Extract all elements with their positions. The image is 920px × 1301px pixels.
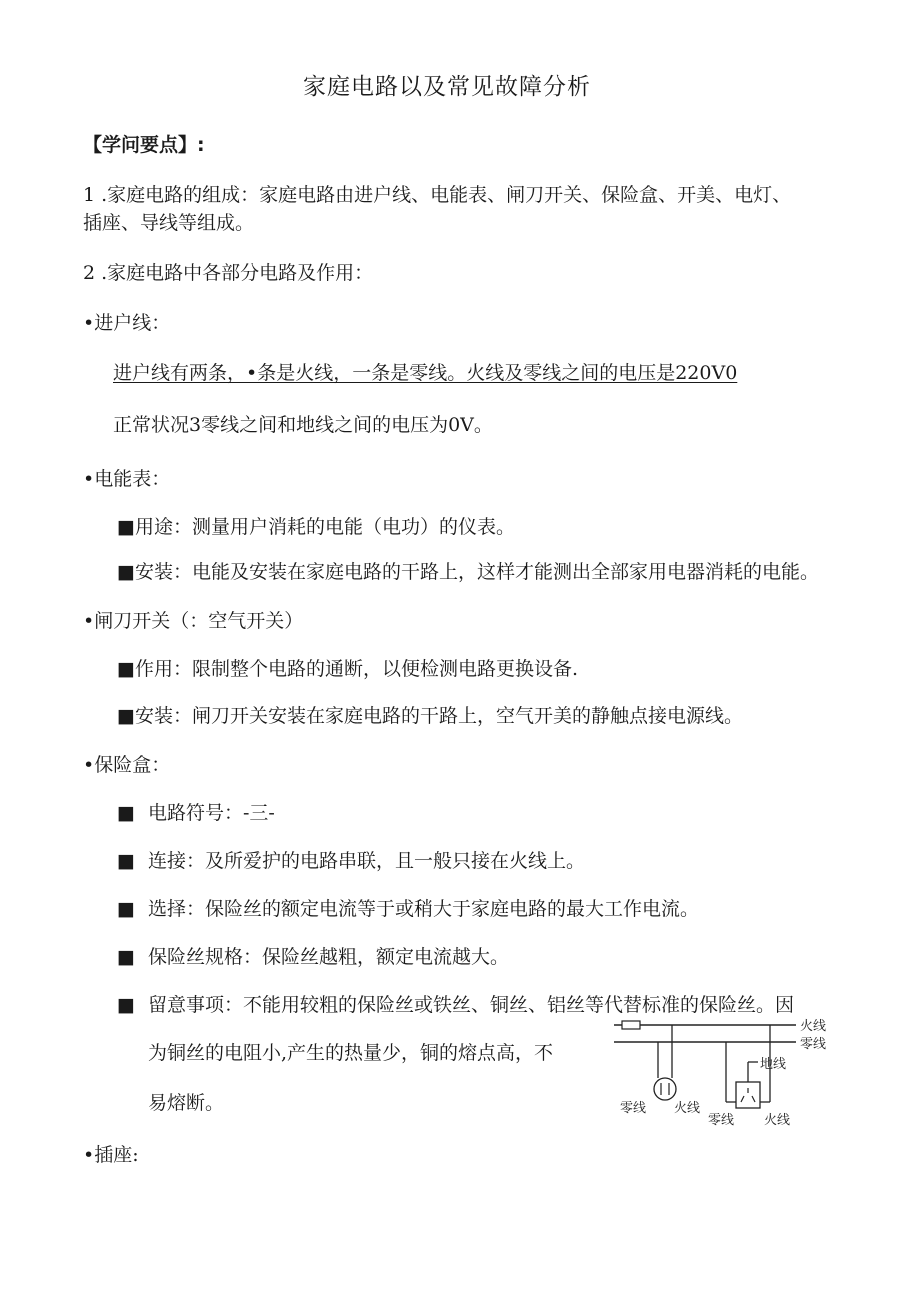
page-title: 家庭电路以及常见故障分析 (303, 74, 591, 100)
meter-install: ■安装：电能及安装在家庭电路的干路上，这样才能测出全部家用电器消耗的电能。 (117, 561, 819, 583)
diagram-label-neutral: 零线 (800, 1037, 827, 1052)
incoming-line1: 进户线有两条，•条是火线，一条是零线。火线及零线之间的电压是220V0 (113, 362, 738, 384)
meter-heading: •电能表： (83, 468, 171, 490)
fuse-note-bullet: ■ (117, 994, 135, 1016)
socket-heading: •插座: (83, 1144, 139, 1166)
meter-use: ■用途：测量用户消耗的电能（电功）的仪表。 (117, 516, 515, 538)
points-heading: 【学问要点】: (83, 134, 205, 156)
fuse-note-line2: 为铜丝的电阻小,产生的热量少，铜的熔点高，不 (148, 1042, 554, 1064)
fuse-symbol-shape (622, 1021, 640, 1029)
knife-switch-function: ■作用：限制整个电路的通断，以便检测电路更换设备. (117, 658, 578, 680)
item2: 2 .家庭电路中各部分电路及作用： (83, 262, 374, 284)
fuse-box-heading: •保险盒： (83, 754, 171, 776)
diagram-label-socket-neutral: 零线 (708, 1113, 735, 1128)
household-circuit-diagram (608, 1012, 838, 1132)
fuse-select-bullet: ■ (117, 898, 135, 920)
diagram-label-socket-live: 火线 (764, 1113, 791, 1128)
incoming-line2: 正常状况3零线之间和地线之间的电压为0V。 (113, 414, 493, 436)
fuse-symbol: 电路符号：-三- (148, 802, 275, 824)
fuse-symbol-bullet: ■ (117, 802, 135, 824)
diagram-label-ground: 地线 (760, 1057, 787, 1072)
incoming-heading: •进户线： (83, 312, 171, 334)
fuse-spec: 保险丝规格：保险丝越粗，额定电流越大。 (148, 946, 510, 968)
fuse-connect: 连接：及所爱护的电路串联，且一般只接在火线上。 (148, 850, 586, 872)
fuse-spec-bullet: ■ (117, 946, 135, 968)
fuse-note-line3: 易熔断。 (148, 1092, 225, 1114)
diagram-label-lamp-neutral: 零线 (620, 1101, 647, 1116)
knife-switch-heading: •闸刀开关（：空气开关） (83, 610, 304, 632)
lamp-icon (654, 1078, 676, 1100)
fuse-select: 选择：保险丝的额定电流等于或稍大于家庭电路的最大工作电流。 (148, 898, 700, 920)
item1-line1: 1 .家庭电路的组成：家庭电路由进户线、电能表、闸刀开关、保险盒、开美、电灯、 (83, 184, 792, 206)
fuse-note-line1: 留意事项：不能用较粗的保险丝或铁丝、铜丝、铝丝等代替标准的保险丝。因 (148, 994, 795, 1016)
item1-line2: 插座、导线等组成。 (83, 212, 255, 234)
diagram-label-lamp-live: 火线 (674, 1101, 701, 1116)
diagram-label-live: 火线 (800, 1019, 827, 1034)
socket-icon (736, 1082, 760, 1108)
knife-switch-install: ■安装：闸刀开关安装在家庭电路的干路上，空气开美的静触点接电源线。 (117, 705, 743, 727)
fuse-connect-bullet: ■ (117, 850, 135, 872)
